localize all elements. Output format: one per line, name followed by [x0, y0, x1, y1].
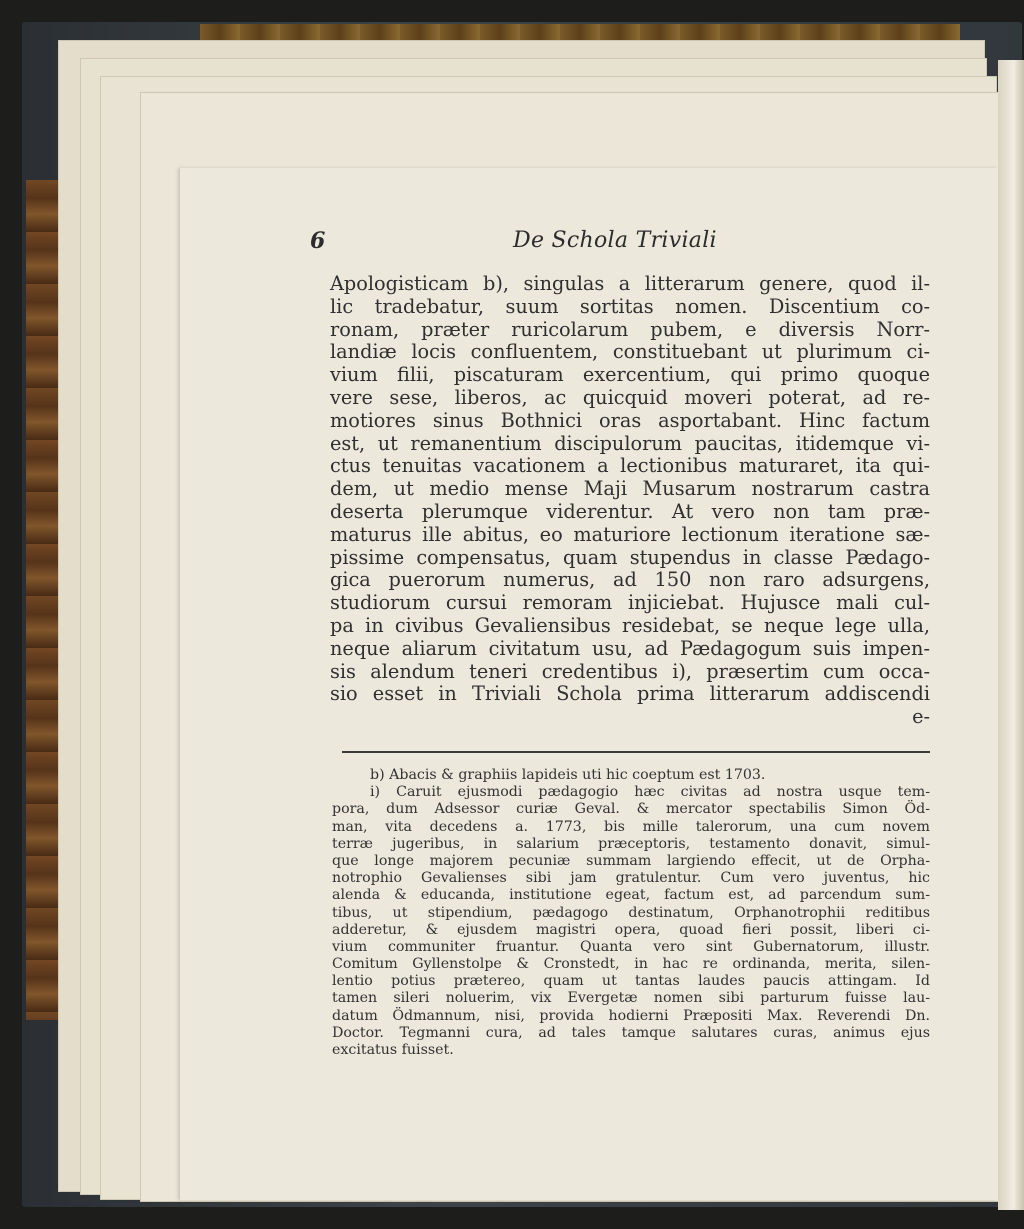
- running-title: De Schola Triviali: [513, 228, 717, 253]
- footnote-line: notrophio Gevalienses sibi jam gratulentur. Cum vero juventus, hic: [332, 870, 930, 887]
- page-header: [310, 228, 930, 264]
- page-fore-edge: [998, 60, 1024, 1210]
- footnote-line: pora, dum Adsessor curiæ Geval. & mercator spectabilis Simon Öd-: [332, 801, 930, 818]
- footnote-line: b) Abacis & graphiis lapideis uti hic coeptum est 1703.: [370, 767, 766, 783]
- footnote-line: tibus, ut stipendium, pædagogo destinatum, Orphanotrophii reditibus: [332, 904, 930, 921]
- text-line: pissime compensatus, quam stupendus in classe Pædago-: [330, 545, 930, 569]
- footnote-line: excitatus fuisset.: [332, 1042, 454, 1058]
- text-line: dem, ut medio mense Maji Musarum nostrarum castra: [330, 477, 930, 501]
- footnotes: [332, 767, 930, 1059]
- text-line: motiores sinus Bothnici oras asportabant. Hinc factum: [330, 408, 930, 432]
- text-line: deserta plerumque viderentur. At vero non tam præ-: [330, 499, 930, 523]
- text-line: maturus ille abitus, eo maturiore lectionum iteratione sæ-: [330, 522, 930, 546]
- text-line: studiorum cursui remoram injiciebat. Hujusce mali cul-: [330, 591, 930, 615]
- book-spine: [26, 180, 60, 1020]
- text-line: ctus tenuitas vacationem a lectionibus maturaret, ita qui-: [330, 454, 930, 478]
- text-line: est, ut remanentium discipulorum paucitas, itidemque vi-: [330, 431, 930, 455]
- footnote-line: alenda & educanda, institutione egeat, factum est, ad parcendum sum-: [332, 887, 930, 904]
- text-line: neque aliarum civitatum usu, ad Pædagogum suis impen-: [330, 636, 930, 660]
- footnote-line: lentio potius prætereo, quam ut tantas laudes paucis attingam. Id: [332, 973, 930, 990]
- footnote-divider: [342, 751, 930, 753]
- footnote-line: Doctor. Tegmanni cura, ad tales tamque salutares curas, animus ejus: [332, 1024, 930, 1041]
- text-line: gica puerorum numerus, ad 150 non raro adsurgens,: [330, 568, 930, 592]
- footnote-line: datum Ödmannum, nisi, provida hodierni Præpositi Max. Reverendi Dn.: [332, 1007, 930, 1024]
- footnote-line: tamen sileri noluerim, vix Evergetæ nomen sibi parturum fuisse lau-: [332, 990, 930, 1007]
- text-line: sis alendum teneri credentibus i), præsertim cum occa-: [330, 659, 930, 683]
- text-line: Apologisticam b), singulas a litterarum genere, quod il-: [330, 272, 930, 295]
- catchword: e-: [912, 705, 930, 729]
- text-line: lic tradebatur, suum sortitas nomen. Discentium co-: [330, 294, 930, 318]
- cover-top-edge: [200, 24, 960, 40]
- text-line: sio esset in Triviali Schola prima litterarum addiscendi: [330, 682, 930, 706]
- footnote-line: man, vita decedens a. 1773, bis mille talerorum, una cum novem: [332, 818, 930, 835]
- footnote-line: vium communiter fruantur. Quanta vero sint Gubernatorum, illustr.: [332, 938, 930, 955]
- footnote-line: i) Caruit ejusmodi pædagogio hæc civitas ad nostra usque tem-: [370, 784, 930, 801]
- footnote-line: adderetur, & ejusdem magistri opera, quoad fieri possit, liberi ci-: [332, 921, 930, 938]
- text-line: pa in civibus Gevaliensibus residebat, se neque lege ulla,: [330, 613, 930, 637]
- text-line: landiæ locis confluentem, constituebant ut plurimum ci-: [330, 340, 930, 364]
- footnote-line: que longe majorem pecuniæ summam largiendo effecit, ut de Orpha-: [332, 852, 930, 869]
- footnote-line: terræ jugeribus, in salarium præceptoris, testamento donavit, simul-: [332, 835, 930, 852]
- page-number: 6: [310, 228, 326, 254]
- footnote-line: Comitum Gyllenstolpe & Cronstedt, in hac re ordinanda, merita, silen-: [332, 956, 930, 973]
- text-line: vium filii, piscaturam exercentium, qui primo quoque: [330, 363, 930, 387]
- main-text: [330, 273, 930, 729]
- text-line: vere sese, liberos, ac quicquid moveri poterat, ad re-: [330, 385, 930, 409]
- text-line: ronam, præter ruricolarum pubem, e diversis Norr-: [330, 317, 930, 341]
